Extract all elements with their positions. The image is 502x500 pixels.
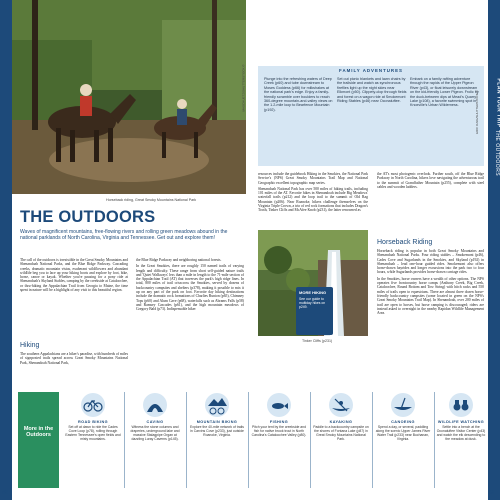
activity-title: MOUNTAIN BIKING [196, 420, 238, 424]
body-paragraph: the AT's most photogenic overlook. Further south, off the Blue Ridge Parkway in North Carolina, hikers love navigating the adventurous trail to the summit of Grandfather Mountain (p255), complete with steel cables and wooden ladders. [377, 172, 484, 189]
photo-credit: ERIC DAIG/SHUTTERSTOCK © [474, 90, 479, 134]
family-adventure-item: Plunge into the refreshing waters of Deep Creek (p60) and tube downstream to Moses Goddess (p66) for milkshakes at the national park's edge. Enjoy a family-friendly scramble over boulders to reach 360-degree mountain-and-valley views on the 1.2-mile loop to Bearfence Mountain (p192). [264, 77, 333, 112]
divider [372, 392, 373, 488]
callout-text: See our guide to multiday hikes on p249. [299, 297, 326, 309]
page-number-right: 43 [488, 490, 494, 496]
activity-title: WILDLIFE WATCHING [437, 420, 485, 424]
activity-text: Set off at dawn to ride the Cades Cove Loop (p78), rolling through Eastern Tennessee's open fields and misty mountains. [65, 425, 121, 441]
family-adventure-item: Set out picnic blankets and lawn chairs by the trailside and watch as synchronous fireflies light up the night skies near Elkmont (p50). Clippety-clop through fields and forest on a wagon ride at Smokemont Riding Stables (p46) near Oconaluftee. [337, 77, 407, 104]
activity-caving [127, 392, 183, 441]
horseback-photo [12, 0, 246, 194]
more-hiking-callout [296, 287, 333, 335]
side-tab-label: PLAN YOUR TRIP [495, 78, 502, 128]
kayak-icon [328, 392, 354, 418]
body-paragraph: resources include the guidebook Hiking in the Smokies, the National Park Service's (NPS) Great Smoky Mountains Trail Map and National Geographic excellent topographic map series. [258, 172, 368, 185]
activity-title: ROAD BIKING [78, 420, 108, 424]
activity-text: Settle into a bench at the Oconaluftee Visitor Center (p43) and watch the elk descending to the meadow at dusk. [436, 425, 486, 441]
more-in-outdoors-box [18, 392, 59, 488]
body-paragraph: In the Smokies, horse owners have a wealth of other options. The NPS operates five frontcountry horse camps (Anthony Creek, Big Creek, Cataloochee, Round Bottom and Tow String) with hitch racks and 550 miles of trails open to equestrians. There are almost three dozen horse-friendly backcountry campsites (some located in green on the NPS's Great Smoky Mountains Trail Map). In Shenandoah, over 200 miles of trail are open to horses, but horse camping is discouraged; riders are instead asked to overnight in the nearby Rapidan Wildlife Management Area. [377, 276, 484, 316]
more-in-outdoors-label: More in the Outdoors [23, 426, 54, 439]
side-tab-section: THE OUTDOORS [494, 129, 501, 177]
activity-text: Pitch your tent by the creekside and fish for native brook trout in North Carolina's Cataloochee Valley (p80). [251, 425, 307, 437]
divider [248, 392, 249, 488]
body-column-4b [377, 249, 484, 317]
activity-canoeing [375, 392, 431, 441]
body-paragraph: the Blue Ridge Parkway and neighboring national forests. [136, 258, 222, 262]
family-adventures-title: FAMILY ADVENTURES [339, 68, 403, 73]
body-paragraph: In the Great Smokies, there are roughly 150 named trails of varying length and difficulty. These range from short self-guided nature trails and 'Quiet Walkways' less than a mile in length to the 71-mile section of the Appalachian Trail (AT) that traverses the park's high ridge lines. In total, 800 miles of trail crisscross the Smokies, served by dozens of backcountry campsites and shelters (p378), making it possible to mix it up on any part of the park on foot. Favorite day hiking destinations include the dramatic rock formations of Charlies Bunion (p65), Chimney Tops (p60) and Alum Cave (p68), waterfalls such as Abrams Falls (p58) and Ramsey Cascades (p61), and the high mountain meadows of Gregory Bald (p73). Indispensable hiker [136, 264, 244, 312]
body-paragraph: Shenandoah National Park has over 500 miles of hiking trails, including 101 miles of the AT. Favorite hikes in Shenandoah include Big Meadows' waterfall trails (p212) and the loop trail to the summit of Old Rag Mountain (p206). Near Roanoke, hikers challenge themselves on the Virginia Triple Crown, a trio of red rock formations that includes Dragon's Tooth, Tinker Cliffs and McAfee Knob (p231), the latter renowned as [258, 186, 368, 213]
page-number-left: 42 [2, 490, 8, 496]
callout-title: MORE HIKING [299, 290, 327, 295]
left-side-tab [0, 0, 12, 500]
binoculars-icon [448, 392, 474, 418]
divider [310, 392, 311, 488]
activity-fishing [251, 392, 307, 437]
family-adventures-box [258, 66, 484, 166]
activity-title: CANOEING [391, 420, 415, 424]
body-column-2 [136, 258, 244, 314]
body-column-1b [20, 352, 128, 367]
body-paragraph: Horseback riding is popular in both Great Smoky Mountains and Shenandoah National Parks. Four riding stables – Smokemont (p46), Cades Cove and Sugarlands in the Smokies, and Skyland (p192) in Shenandoah – lead one-hour guided rides. Smokemont also offers horse-drawn hayrides and longer excursions into the park two to four hours, while Sugarlands provides horse-drawn carriage rides. [377, 249, 484, 275]
activity-text: Spend a day, or several, paddling along the scenic Upper James River Water Trail (p233) near Buchanan, Virginia. [375, 425, 431, 441]
activity-wildlife-watching [434, 392, 488, 441]
bicycle-icon [80, 392, 106, 418]
body-column-4 [377, 172, 484, 191]
divider [124, 392, 125, 488]
activity-title: CAVING [146, 420, 164, 424]
canoe-icon [390, 392, 416, 418]
activity-text: Witness the stone columns and draperies, underground lake and massive Stalagpipe Organ at dazzling Luray Caverns (p145). [130, 425, 180, 441]
photo-caption: Tinker Cliffs (p231) [302, 339, 333, 343]
fishing-icon [266, 392, 292, 418]
right-side-tab [488, 0, 500, 500]
activity-mountain-biking [189, 392, 245, 437]
activity-road-biking [65, 392, 121, 441]
photo-credit: MASCHUETZ/SHUTTERSTOCK © [241, 64, 246, 112]
intro-text: Waves of magnificent mountains, free-flowing rivers and rolling green meadows abound in the national parklands of North Carolina, Virginia and Tennessee. Get out and explore them! [20, 229, 228, 241]
caving-icon [142, 392, 168, 418]
photo-caption: Horseback riding, Great Smoky Mountains National Park [106, 198, 197, 202]
horseback-heading: Horseback Riding [377, 239, 433, 246]
body-paragraph: The call of the outdoors is irresistible in the Great Smoky Mountains and Shenandoah National Parks, and the Blue Ridge Parkway. Cascading creeks, dramatic mountain vistas, exuberant wildflowers and abundant wildlife beg you to lace up your hiking boots and explore by foot, bike, horse, canoe or kayak. Whether you're pausing for a pony ride at Shenandoah's Skyland Stables, camping by the creekside at Cataloochee, or thru-hiking the Appalachian Trail from Georgia to Maine, the time spent in nature will be a highlight of any visit to this beautiful region. [20, 258, 128, 293]
mountain-bike-icon [204, 392, 230, 418]
body-column-1 [20, 258, 128, 294]
activity-text: Explore the 40-mile network of trails in Carvins Cove (p233), just outside Roanoke, Virginia. [190, 425, 244, 437]
hiking-heading: Hiking [20, 342, 40, 349]
activity-title: KAYAKING [329, 420, 353, 424]
body-paragraph: The southern Appalachians are a hiker's paradise, with hundreds of miles of signposted trails spread across Great Smoky Mountains National Park, Shenandoah National Park, [20, 352, 128, 365]
activity-kayaking [313, 392, 369, 441]
activity-title: FISHING [269, 420, 289, 424]
family-adventure-item: Embark on a family rafting adventure through the rapids of the Upper Pigeon River (p43), or float leisurely downstream on the kid-friendly Lower Pigeon. Frolic by the duck-between dips at Mead's Quarry Lake (p108), a favorite swimming spot in Knoxville's Urban Wilderness. [410, 77, 479, 108]
divider [186, 392, 187, 488]
activity-text: Paddle to a backcountry campsite on the shores of Fontana Lake (p87) in Great Smoky Mountains National Park. [313, 425, 369, 441]
body-column-3 [258, 172, 368, 215]
page-title: THE OUTDOORS [20, 208, 156, 226]
